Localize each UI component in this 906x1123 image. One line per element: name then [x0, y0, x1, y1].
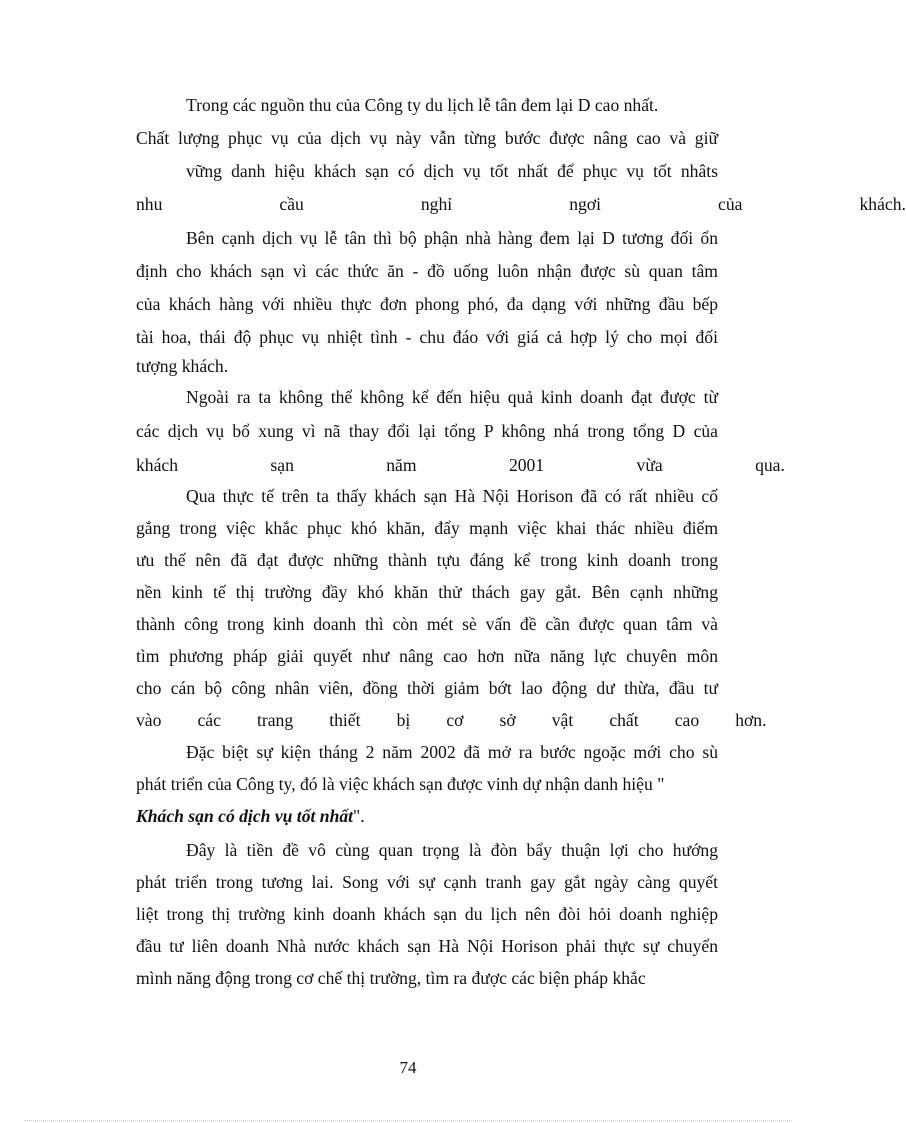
- text-line: tìm phương pháp giải quyết như nâng cao hơn nữa năng lực chuyên môn: [136, 646, 718, 666]
- text-line: Ngoài ra ta không thể không kể đến hiệu quả kinh doanh đạt được từ: [186, 387, 718, 407]
- text-line: phát triển trong tương lai. Song với sự cạnh tranh gay gắt ngày càng quyết: [136, 872, 718, 892]
- text-line: định cho khách sạn vì các thức ăn - đồ uống luôn nhận được sù quan tâm: [136, 261, 718, 281]
- text-line: gắng trong việc khắc phục khó khăn, đẩy mạnh việc khai thác nhiều điểm: [136, 518, 718, 538]
- text-line: nền kinh tế thị trường đầy khó khăn thử thách gay gắt. Bên cạnh những: [136, 582, 718, 602]
- award-closing: ".: [353, 806, 365, 826]
- text-line: thành công trong kinh doanh thì còn mét sè vấn đề cần được quan tâm và: [136, 614, 718, 634]
- text-line: Bên cạnh dịch vụ lễ tân thì bộ phận nhà hàng đem lại D tương đối ổn: [186, 228, 718, 248]
- text-line: mình năng động trong cơ chế thị trường, tìm ra được các biện pháp khắc: [136, 968, 646, 988]
- text-line: vững danh hiệu khách sạn có dịch vụ tốt nhất để phục vụ tốt nhâts: [186, 161, 718, 181]
- text-line: tượng khách.: [136, 356, 229, 376]
- text-line: tài hoa, thái độ phục vụ nhiệt tình - chu đáo với giá cả hợp lý cho mọi đối: [136, 327, 718, 347]
- text-line: nhu cầu nghỉ ngơi của khách.: [136, 194, 906, 214]
- award-title: Khách sạn có dịch vụ tốt nhất: [136, 806, 354, 826]
- text-line: Chất lượng phục vụ của dịch vụ này vẫn từng bước được nâng cao và giữ: [136, 128, 718, 148]
- text-line: Đặc biệt sự kiện tháng 2 năm 2002 đã mở ra bước ngoặc mới cho sù: [186, 742, 718, 762]
- text-line: Qua thực tế trên ta thấy khách sạn Hà Nội Horison đã có rất nhiều cố: [186, 486, 718, 506]
- footer-divider: [24, 1120, 792, 1121]
- text-line: đầu tư liên doanh Nhà nước khách sạn Hà Nội Horison phải thực sự chuyển: [136, 936, 718, 956]
- text-line: của khách hàng với nhiều thực đơn phong phó, đa dạng với những đầu bếp: [136, 294, 718, 314]
- text-line: phát triển của Công ty, đó là việc khách sạn được vinh dự nhận danh hiệu ": [136, 774, 665, 794]
- text-line: khách sạn năm 2001 vừa qua.: [136, 455, 785, 475]
- text-line: vào các trang thiết bị cơ sở vật chất cao hơn.: [136, 710, 767, 730]
- text-line: liệt trong thị trường kinh doanh khách sạn du lịch nên đòi hỏi doanh nghiệp: [136, 904, 718, 924]
- text-line: ưu thế nên đã đạt được những thành tựu đáng kể trong kinh doanh trong: [136, 550, 718, 570]
- text-line: cho cán bộ công nhân viên, đồng thời giảm bớt lao động dư thừa, đầu tư: [136, 678, 718, 698]
- award-line: [136, 805, 718, 827]
- text-line: Đây là tiền đề vô cùng quan trọng là đòn bẩy thuận lợi cho hướng: [186, 840, 718, 860]
- page-number: 74: [399, 1058, 417, 1077]
- text-line: các dịch vụ bổ xung vì nã thay đổi lại tổng P không nhá trong tổng D của: [136, 421, 718, 441]
- text-line: Trong các nguồn thu của Công ty du lịch lễ tân đem lại D cao nhất.: [186, 95, 659, 115]
